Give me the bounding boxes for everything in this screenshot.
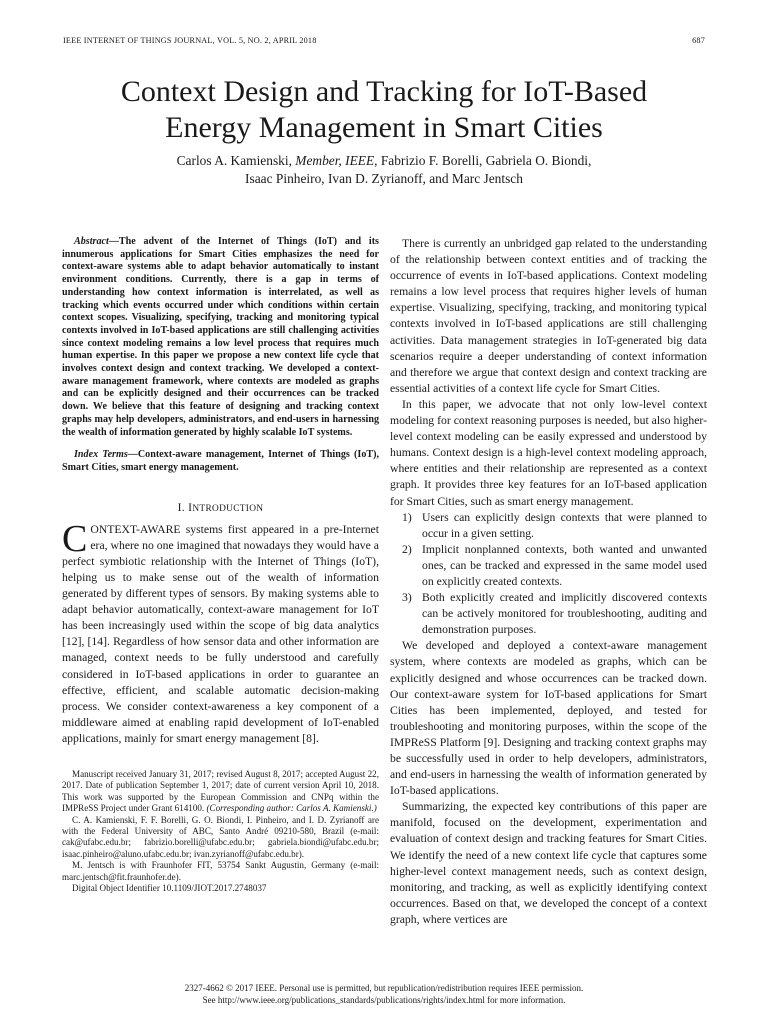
- footnote-affiliation-ufabc: C. A. Kamienski, F. F. Borelli, G. O. Biondi, I. Pinheiro, and I. D. Zyrianoff are with the Federal University of ABC, Santo André 09210-580, Brazil (e-mail: cak@ufabc.edu.br; fabrizio.borelli@ufabc.edu.br; gabriela.biondi@ufabc.edu.br; isaac.pinheiro@aluno.ufabc.edu.br; ivan.zyrianoff@ufabc.edu.br).: [62, 814, 379, 859]
- right-paragraph-3: We developed and deployed a context-aware management system, where contexts are modeled as graphs, which can be explicitly designed and whose occurrences can be tracked down. Our context-aware system for IoT-based applications for Smart Cities has been implemented, deployed, and tested for troubleshooting and monitoring purposes, within the scope of the IMPReSS Platform [9]. Designing and tracking context graphs may be successfully used in order to help developers, administrators, and end-users in harnessing the wealth of information generated by IoT-based applications.: [390, 639, 707, 798]
- list-item-text: Implicit nonplanned contexts, both wanted and unwanted ones, can be tracked and expressed in the same model used on explicitly created contexts.: [422, 542, 707, 588]
- abstract-text: —The advent of the Internet of Things (IoT) and its innumerous applications for Smart Cities emphasizes the need for context-aware systems able to adapt behavior automatically to instant environment conditions. Currently, there is a gap in terms of understanding how context information is interrelated, as well as tracking which events occurred under which conditions within certain context scopes. Visualizing, specifying, tracking and monitoring typical contexts involved in IoT-based applications are still challenging activities since context modeling remains a low level process that requires much human expertise. In this paper we propose a new context life cycle that involves context design and context tracking. We developed a context-aware management framework, where contexts are modeled as graphs and can be explicitly designed and their occurrences can be tracked down. We believe that this feature of designing and tracking context graphs may help developers, administrators, and end-users in harnessing the wealth of information generated by highly scalable IoT systems.: [62, 236, 379, 438]
- authors-line-2: Isaac Pinheiro, Ivan D. Zyrianoff, and Marc Jentsch: [245, 171, 523, 186]
- corresponding-author: (Corresponding author: Carlos A. Kamienski.): [206, 803, 377, 814]
- right-paragraph-2: In this paper, we advocate that not only low-level context modeling for context reasoning purposes is needed, but also higher-level context modeling can be easily expressed and understood by humans. Context design is a high-level context modeling approach, where entities and their relationship are represented as a context graph. It provides three key features for an IoT-based application for Smart Cities, such as smart energy management.: [390, 397, 707, 508]
- intro-first-word: ONTEXT-AWARE: [90, 522, 181, 536]
- section-numeral: I. I: [177, 500, 193, 514]
- list-item: [390, 542, 707, 590]
- dropcap-letter: C: [62, 517, 88, 560]
- index-terms-lead: Index Terms: [74, 449, 128, 461]
- copyright-line-2: See http://www.ieee.org/publications_standards/publications/rights/index.html for more information.: [202, 994, 566, 1005]
- left-column: [62, 236, 379, 894]
- running-head: [63, 36, 705, 45]
- right-paragraph-4: Summarizing, the expected key contributions of this paper are manifold, focused on the development, experimentation and evaluation of context design and tracking features for Smart Cities. We identify the need of a new context life cycle that captures some higher-level context management needs, such as context design, monitoring, and tracking, as well as explicitly identifying context occurrences. Based on that, we developed the concept of a context graph, where vertices are: [390, 800, 707, 926]
- list-item: [390, 510, 707, 542]
- right-paragraph-1: There is currently an unbridged gap related to the understanding of the relationship between context entities and of tracking the occurrence of events in IoT-based applications. Context modeling remains a low level process that requires higher levels of human expertise. Visualizing, specifying, tracking, and monitoring typical contexts involved in IoT-based applications are still challenging activities. Data management strategies in IoT-generated big data scenarios require a deeper understanding of context information and therefore we argue that context design and context tracking are essential activities of a context life cycle for Smart Cities.: [390, 237, 707, 395]
- title-line-2: Energy Management in Smart Cities: [165, 111, 603, 144]
- feature-list: [390, 510, 707, 639]
- list-marker: 3): [402, 591, 412, 605]
- footnote-manuscript: [62, 769, 379, 815]
- list-item: [390, 590, 707, 638]
- authors-line-1: [40, 152, 728, 170]
- intro-text: systems first appeared in a pre-Internet era, where no one imagined that nowadays they would have a perfect symbiotic relationship with the Internet of Things (IoT), helping us to make sense out of the wealth of information generated by different types of sensors. By making systems able to adapt behavior automatically, context-aware management for IoT has been increasingly used within the scope of big data analytics [12], [14]. Regardless of how sensor data and other information are managed, context needs to be fully understood and carefully considered in IoT-based applications in order to guarantee an effective, efficient, and scalable automatic decision-making process. We consider context-awareness a key component of a middleware aimed at enabling rapid development of IoT-enabled applications, mainly for smart energy management [8].: [62, 522, 379, 745]
- abstract: [62, 236, 379, 439]
- abstract-lead: Abstract: [74, 236, 109, 247]
- list-marker: 2): [402, 542, 412, 556]
- copyright-notice: [40, 983, 728, 1006]
- paper-title: [40, 74, 728, 146]
- footnote-doi: Digital Object Identifier 10.1109/JIOT.2017.2748037: [72, 883, 267, 894]
- intro-paragraph: [62, 517, 379, 747]
- title-line-1: Context Design and Tracking for IoT-Based: [120, 75, 648, 108]
- page-number: 687: [692, 36, 705, 45]
- index-terms: [62, 449, 379, 474]
- footnote-affiliation-fraunhofer: M. Jentsch is with Fraunhofer FIT, 53754 Sankt Augustin, Germany (e-mail: marc.jentsch@fit.fraunhofer.de).: [62, 860, 379, 882]
- list-item-text: Users can explicitly design contexts that were planned to occur in a given setting.: [422, 510, 707, 540]
- journal-header: IEEE INTERNET OF THINGS JOURNAL, VOL. 5, NO. 2, APRIL 2018: [63, 36, 317, 45]
- index-terms-text: —Context-aware management, Internet of Things (IoT), Smart Cities, smart energy management.: [62, 449, 379, 473]
- footnote: [62, 769, 379, 894]
- author-list: [40, 152, 728, 188]
- authors-part-b: , Fabrizio F. Borelli, Gabriela O. Biondi,: [374, 153, 592, 168]
- section-heading-introduction: [62, 501, 379, 514]
- list-item-text: Both explicitly created and implicitly discovered contexts can be actively monitored for troubleshooting, auditing and demonstration purposes.: [422, 591, 707, 637]
- footnote-manuscript-text: Manuscript received January 31, 2017; revised August 8, 2017; accepted August 22, 2017. Date of publication September 1, 2017; date of current version April 10, 2018. This work was supported by the European Commission and CNPq within the IMPReSS Project under Grant 614100.: [62, 768, 379, 814]
- list-marker: 1): [402, 510, 412, 524]
- section-title: NTRODUCTION: [192, 503, 264, 514]
- member-ieee: Member, IEEE: [295, 153, 375, 168]
- right-column: [390, 236, 707, 928]
- authors-part-a: Carlos A. Kamienski,: [176, 153, 292, 168]
- copyright-line-1: 2327-4662 © 2017 IEEE. Personal use is permitted, but republication/redistribution requires IEEE permission.: [184, 983, 584, 993]
